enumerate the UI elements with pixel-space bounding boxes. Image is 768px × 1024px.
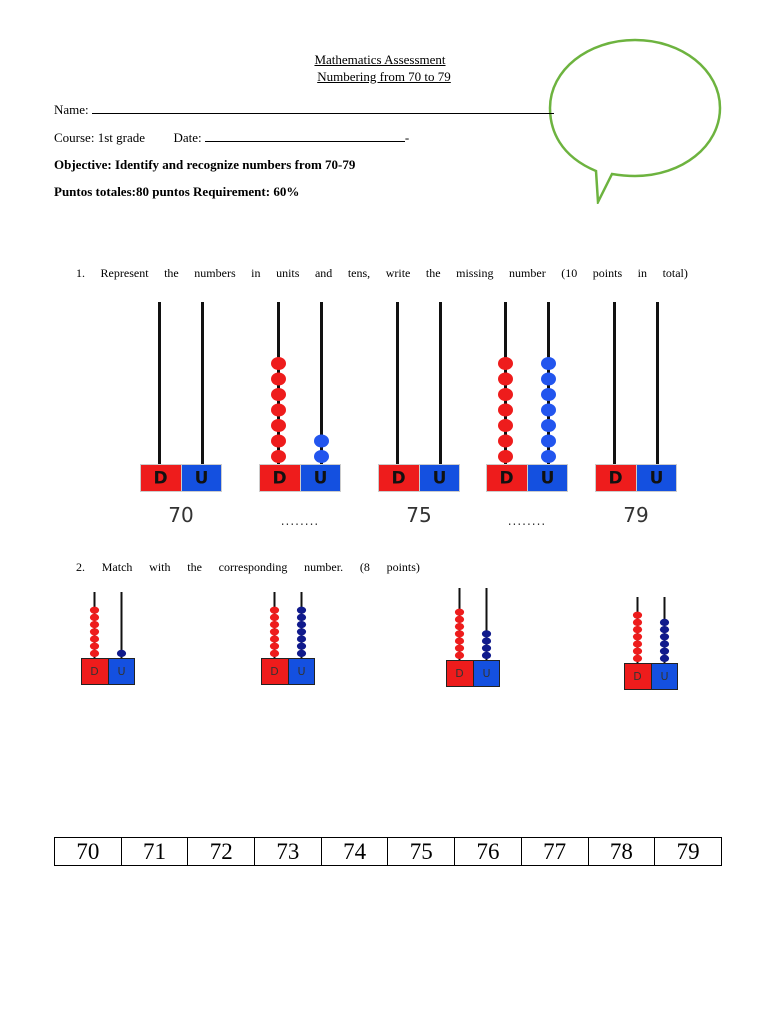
tens-bead <box>271 450 286 463</box>
units-bead <box>541 388 556 401</box>
number-cell[interactable]: 72 <box>188 838 255 866</box>
tens-label: D <box>90 664 99 678</box>
question-1-word: write <box>385 266 411 280</box>
page-subtitle: Numbering from 70 to 79 <box>317 69 451 84</box>
units-label: U <box>117 664 126 678</box>
abacus <box>486 302 568 493</box>
tens-bead <box>90 628 99 635</box>
question-1-word: in <box>251 266 261 280</box>
name-label: Name: <box>54 102 89 117</box>
tens-bead <box>270 614 279 621</box>
course-label: Course: 1st grade <box>54 130 145 145</box>
tens-bead <box>90 643 99 650</box>
tens-bead <box>633 648 642 655</box>
tens-bead <box>271 404 286 417</box>
points-requirement: Puntos totales:80 puntos Requirement: 60% <box>54 184 300 199</box>
tens-bead <box>498 373 513 386</box>
tens-label: D <box>455 666 464 680</box>
units-bead <box>297 621 306 628</box>
question-1-word: and <box>314 266 333 280</box>
question-1-word: total) <box>662 266 688 280</box>
question-1-word: the <box>425 266 441 280</box>
units-label: U <box>649 468 664 489</box>
abacus <box>81 592 135 686</box>
question-2-word: corresponding <box>218 560 288 574</box>
name-input[interactable] <box>92 101 554 114</box>
objective: Objective: Identify and recognize numbers from 70-79 <box>54 157 356 172</box>
question-1-word: numbers <box>194 266 236 280</box>
tens-bead <box>90 614 99 621</box>
abacus <box>140 302 222 493</box>
tens-label: D <box>391 468 406 489</box>
units-bead <box>541 419 556 432</box>
question-2-word: 2. <box>76 560 85 574</box>
tens-bead <box>455 609 464 616</box>
tens-bead <box>270 643 279 650</box>
units-bead <box>541 435 556 448</box>
tens-bead <box>271 373 286 386</box>
abacus-caption: 70 <box>168 503 194 527</box>
tens-bead <box>498 388 513 401</box>
units-bead <box>541 373 556 386</box>
tens-bead <box>90 635 99 642</box>
tens-bead <box>455 623 464 630</box>
question-2-word: number. <box>304 560 344 574</box>
abacus <box>595 302 677 493</box>
number-cell[interactable]: 75 <box>388 838 455 866</box>
date-input[interactable] <box>205 129 405 142</box>
units-label: U <box>540 468 555 489</box>
tens-bead <box>498 404 513 417</box>
number-cell[interactable]: 78 <box>588 838 655 866</box>
tens-label: D <box>499 468 514 489</box>
tens-bead <box>498 450 513 463</box>
question-1-word: missing <box>456 266 494 280</box>
number-table <box>54 837 722 866</box>
units-bead <box>541 450 556 463</box>
question-1-word: units <box>276 266 300 280</box>
tens-bead <box>270 607 279 614</box>
tens-label: D <box>633 669 642 683</box>
tens-bead <box>633 655 642 662</box>
abacus <box>624 597 678 691</box>
units-bead <box>660 626 669 633</box>
tens-bead <box>633 633 642 640</box>
question-1-word: in <box>637 266 648 280</box>
question-2-word: the <box>187 560 202 574</box>
date-suffix: - <box>404 130 410 145</box>
tens-bead <box>90 621 99 628</box>
tens-label: D <box>270 664 279 678</box>
units-label: U <box>482 666 491 680</box>
units-bead <box>297 643 306 650</box>
number-cell[interactable]: 77 <box>521 838 588 866</box>
question-1-word: Represent <box>100 266 149 280</box>
date-label: Date: <box>173 130 202 145</box>
units-bead <box>482 630 491 637</box>
tens-bead <box>271 435 286 448</box>
tens-bead <box>498 419 513 432</box>
units-bead <box>117 650 126 657</box>
abacus <box>378 302 460 493</box>
question-1-word: points <box>592 266 623 280</box>
units-bead <box>660 648 669 655</box>
tens-label: D <box>272 468 287 489</box>
speech-bubble-icon <box>548 38 722 204</box>
tens-bead <box>498 357 513 370</box>
question-2-word: with <box>149 560 171 574</box>
number-row <box>55 838 722 866</box>
units-bead <box>297 607 306 614</box>
tens-bead <box>270 650 279 657</box>
number-cell[interactable]: 79 <box>655 838 722 866</box>
units-label: U <box>313 468 328 489</box>
number-cell[interactable]: 74 <box>321 838 388 866</box>
tens-bead <box>633 619 642 626</box>
abacus <box>261 592 315 686</box>
tens-bead <box>271 419 286 432</box>
tens-bead <box>455 637 464 644</box>
tens-bead <box>271 388 286 401</box>
tens-bead <box>498 435 513 448</box>
units-label: U <box>297 664 306 678</box>
units-bead <box>482 637 491 644</box>
tens-label: D <box>153 468 168 489</box>
units-bead <box>297 635 306 642</box>
question-2-text <box>76 560 420 575</box>
question-2-word: points) <box>386 560 420 574</box>
tens-bead <box>271 357 286 370</box>
question-1-word: (10 <box>561 266 578 280</box>
tens-bead <box>90 650 99 657</box>
units-label: U <box>194 468 209 489</box>
question-1-text <box>76 266 688 281</box>
tens-bead <box>455 630 464 637</box>
tens-bead <box>455 652 464 659</box>
tens-bead <box>270 635 279 642</box>
units-bead <box>541 357 556 370</box>
question-1-word: 1. <box>76 266 85 280</box>
number-cell[interactable]: 71 <box>121 838 188 866</box>
question-1-word: number <box>509 266 546 280</box>
question-2-word: (8 <box>359 560 370 574</box>
abacus-caption: 75 <box>406 503 432 527</box>
abacus <box>259 302 341 493</box>
units-label: U <box>660 669 669 683</box>
units-bead <box>314 435 329 448</box>
missing-number-blank[interactable]: ........ <box>280 514 320 528</box>
name-line <box>54 101 554 118</box>
tens-bead <box>90 607 99 614</box>
course-date-line <box>54 129 409 146</box>
tens-bead <box>270 628 279 635</box>
missing-number-blank[interactable]: ........ <box>507 514 547 528</box>
units-bead <box>660 633 669 640</box>
units-bead <box>314 450 329 463</box>
units-bead <box>660 640 669 647</box>
tens-bead <box>633 626 642 633</box>
question-1-word: the <box>164 266 179 280</box>
units-bead <box>482 652 491 659</box>
units-label: U <box>432 468 447 489</box>
tens-bead <box>270 621 279 628</box>
units-bead <box>297 628 306 635</box>
units-bead <box>482 645 491 652</box>
page-title: Mathematics Assessment <box>314 52 446 67</box>
question-1-word: tens, <box>347 266 371 280</box>
tens-bead <box>633 612 642 619</box>
tens-bead <box>455 645 464 652</box>
units-bead <box>660 655 669 662</box>
units-bead <box>541 404 556 417</box>
tens-bead <box>455 616 464 623</box>
tens-bead <box>633 640 642 647</box>
abacus-caption: 79 <box>623 503 649 527</box>
units-bead <box>660 619 669 626</box>
units-bead <box>297 614 306 621</box>
number-cell[interactable]: 70 <box>55 838 122 866</box>
number-cell[interactable]: 73 <box>255 838 322 866</box>
number-cell[interactable]: 76 <box>455 838 522 866</box>
question-2-word: Match <box>101 560 133 574</box>
tens-label: D <box>608 468 623 489</box>
units-bead <box>297 650 306 657</box>
abacus <box>446 588 500 688</box>
